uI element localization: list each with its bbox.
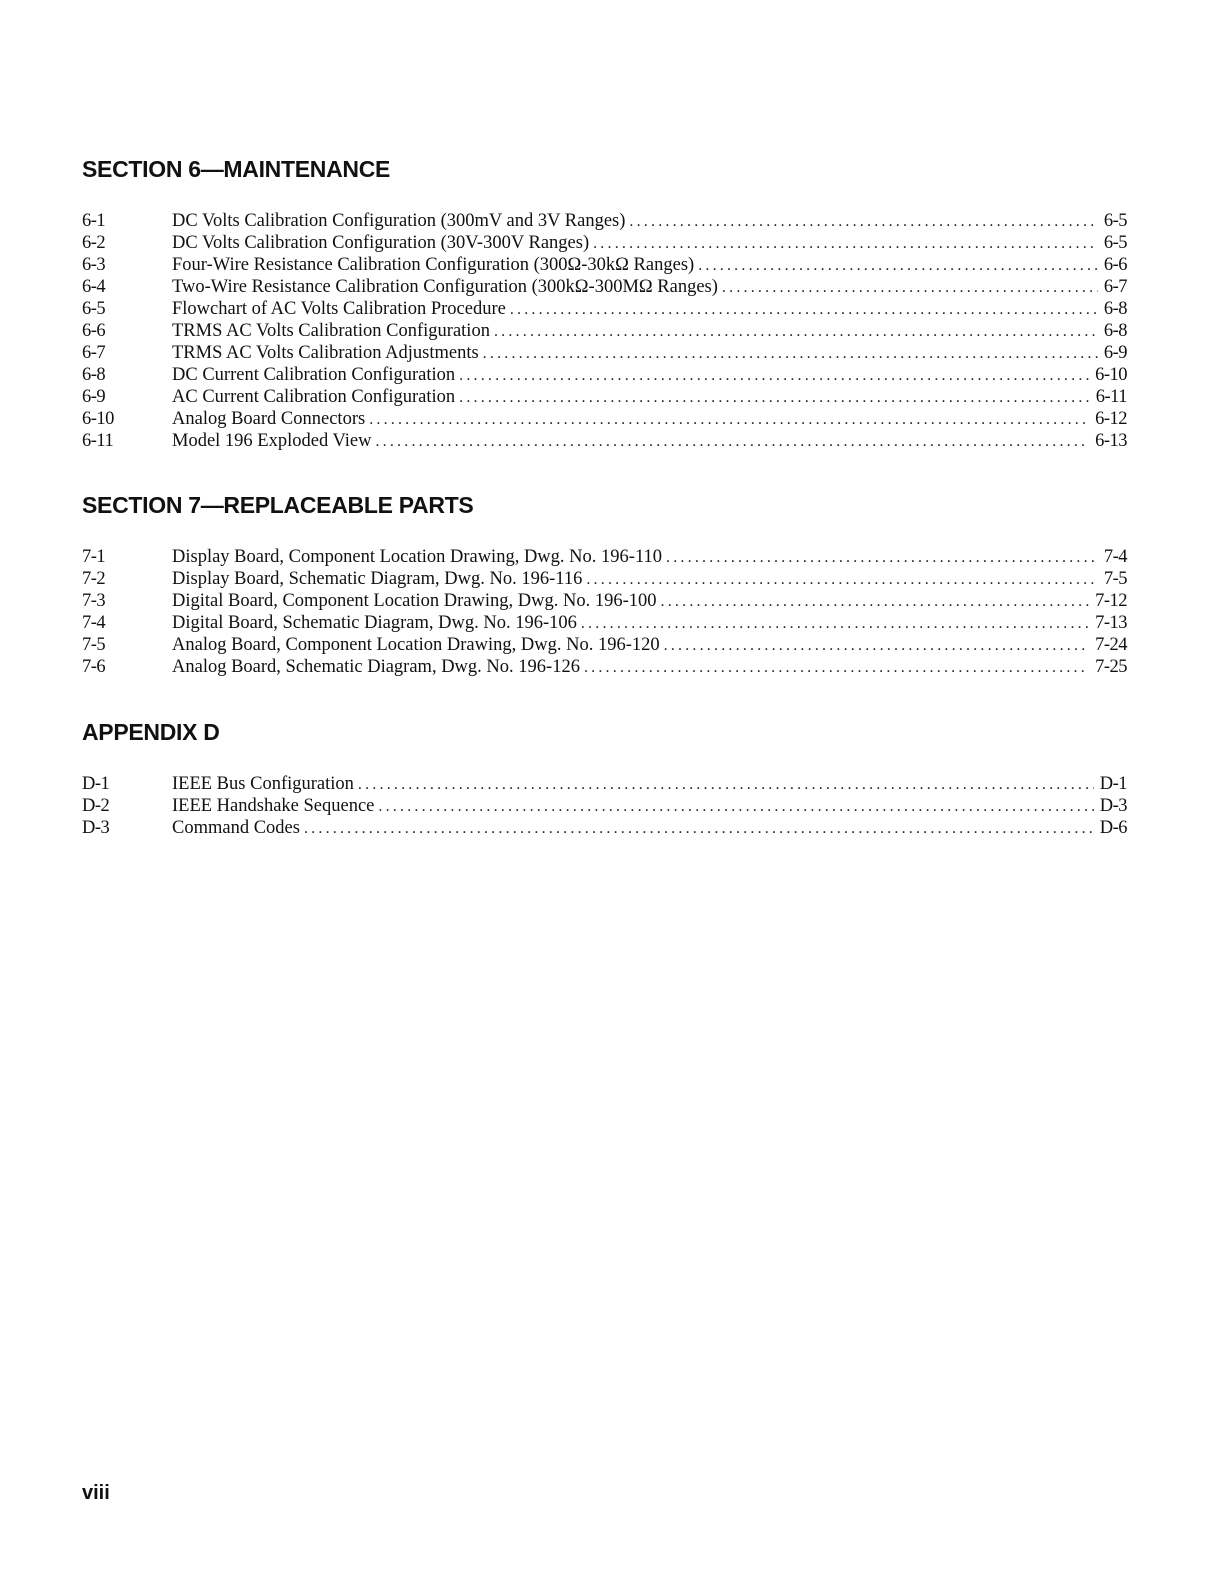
list-item (82, 320, 1127, 342)
page-reference: 7-12 (1095, 591, 1127, 611)
page-reference: 6-5 (1103, 211, 1127, 231)
figure-title: DC Volts Calibration Configuration (300mV and 3V Ranges) (172, 211, 626, 231)
dot-leader (581, 613, 1089, 635)
figure-title: Digital Board, Schematic Diagram, Dwg. No. 196-106 (172, 613, 577, 633)
page-reference: 6-6 (1103, 255, 1127, 275)
figure-title: Analog Board, Schematic Diagram, Dwg. No. 196-126 (172, 657, 580, 677)
figure-number: D-2 (82, 796, 110, 816)
appendix-d (82, 718, 1127, 839)
list-item (82, 817, 1127, 839)
figure-number: 7-6 (82, 657, 106, 677)
figure-title: AC Current Calibration Configuration (172, 387, 456, 407)
dot-leader (378, 796, 1093, 818)
figure-title: Display Board, Component Location Drawing, Dwg. No. 196-110 (172, 547, 663, 567)
list-item (82, 232, 1127, 254)
figure-number: 6-6 (82, 321, 106, 341)
figure-title: TRMS AC Volts Calibration Adjustments (172, 343, 479, 363)
figure-number: 7-5 (82, 635, 106, 655)
figure-number: 6-10 (82, 409, 114, 429)
dot-leader (483, 343, 1098, 365)
list-item (82, 430, 1127, 452)
dot-leader (459, 365, 1089, 387)
page-reference: D-3 (1099, 796, 1127, 816)
list-item (82, 795, 1127, 817)
dot-leader (304, 818, 1094, 840)
figure-number: 7-1 (82, 547, 106, 567)
dot-leader (358, 774, 1094, 796)
figure-list (82, 773, 1127, 839)
list-item (82, 210, 1127, 232)
dot-leader (459, 387, 1090, 409)
figure-title: Flowchart of AC Volts Calibration Procedure (172, 299, 506, 319)
figure-number: 7-3 (82, 591, 106, 611)
list-item (82, 568, 1127, 590)
list-item (82, 342, 1127, 364)
figure-title: DC Current Calibration Configuration (172, 365, 456, 385)
page-reference: 6-7 (1103, 277, 1127, 297)
figure-list (82, 546, 1127, 678)
figure-title: Four-Wire Resistance Calibration Configuration (300Ω-30kΩ Ranges) (172, 255, 695, 275)
list-item (82, 656, 1127, 678)
figure-number: D-1 (82, 774, 110, 794)
figure-title: Analog Board Connectors (172, 409, 366, 429)
figure-title: Model 196 Exploded View (172, 431, 372, 451)
figure-number: 6-11 (82, 431, 114, 451)
list-item (82, 612, 1127, 634)
page-reference: 7-4 (1103, 547, 1127, 567)
figure-number: 6-4 (82, 277, 106, 297)
list-item (82, 254, 1127, 276)
figure-number: 7-4 (82, 613, 106, 633)
dot-leader (510, 299, 1098, 321)
section-heading: SECTION 6—MAINTENANCE (82, 156, 391, 182)
dot-leader (664, 635, 1089, 657)
figure-number: 6-8 (82, 365, 106, 385)
dot-leader (666, 547, 1098, 569)
dot-leader (369, 409, 1089, 431)
list-item (82, 364, 1127, 386)
page-reference: 6-10 (1095, 365, 1127, 385)
figure-number: 6-3 (82, 255, 106, 275)
list-item (82, 634, 1127, 656)
dot-leader (629, 211, 1097, 233)
dot-leader (593, 233, 1098, 255)
dot-leader (698, 255, 1098, 277)
page-reference: D-6 (1099, 818, 1127, 838)
figure-list (82, 210, 1127, 452)
page-reference: 6-8 (1103, 299, 1127, 319)
page-reference: 7-13 (1095, 613, 1127, 633)
dot-leader (494, 321, 1098, 343)
page-number: viii (82, 1482, 110, 1504)
section-heading: SECTION 7—REPLACEABLE PARTS (82, 492, 474, 518)
page-reference: 6-5 (1103, 233, 1127, 253)
list-item (82, 276, 1127, 298)
figure-number: D-3 (82, 818, 110, 838)
figure-number: 6-7 (82, 343, 106, 363)
list-item (82, 298, 1127, 320)
figure-title: Analog Board, Component Location Drawing, Dwg. No. 196-120 (172, 635, 660, 655)
page-reference: 7-24 (1095, 635, 1127, 655)
page-reference: 7-25 (1095, 657, 1127, 677)
section-6-maintenance (82, 155, 1127, 452)
figure-title: Two-Wire Resistance Calibration Configuration (300kΩ-300MΩ Ranges) (172, 277, 718, 297)
figure-title: DC Volts Calibration Configuration (30V-300V Ranges) (172, 233, 590, 253)
figure-title: Digital Board, Component Location Drawing, Dwg. No. 196-100 (172, 591, 657, 611)
section-7-replaceable-parts (82, 491, 1127, 678)
page-reference: 6-8 (1103, 321, 1127, 341)
figure-title: TRMS AC Volts Calibration Configuration (172, 321, 490, 341)
dot-leader (586, 569, 1097, 591)
dot-leader (722, 277, 1098, 299)
list-item (82, 546, 1127, 568)
page-reference: D-1 (1099, 774, 1127, 794)
list-item (82, 773, 1127, 795)
figure-title: Display Board, Schematic Diagram, Dwg. No. 196-116 (172, 569, 583, 589)
dot-leader (661, 591, 1090, 613)
section-heading: APPENDIX D (82, 719, 220, 745)
figure-title: IEEE Handshake Sequence (172, 796, 375, 816)
figure-title: IEEE Bus Configuration (172, 774, 354, 794)
page-reference: 6-9 (1103, 343, 1127, 363)
list-item (82, 386, 1127, 408)
dot-leader (375, 431, 1089, 453)
figure-number: 6-2 (82, 233, 106, 253)
page-reference: 7-5 (1103, 569, 1127, 589)
figure-number: 6-9 (82, 387, 106, 407)
figure-number: 6-1 (82, 211, 106, 231)
page-reference: 6-13 (1095, 431, 1127, 451)
figure-number: 7-2 (82, 569, 106, 589)
figure-title: Command Codes (172, 818, 300, 838)
page-reference: 6-12 (1095, 409, 1127, 429)
dot-leader (584, 657, 1089, 679)
list-item (82, 590, 1127, 612)
list-item (82, 408, 1127, 430)
figure-number: 6-5 (82, 299, 106, 319)
page-reference: 6-11 (1095, 387, 1127, 407)
